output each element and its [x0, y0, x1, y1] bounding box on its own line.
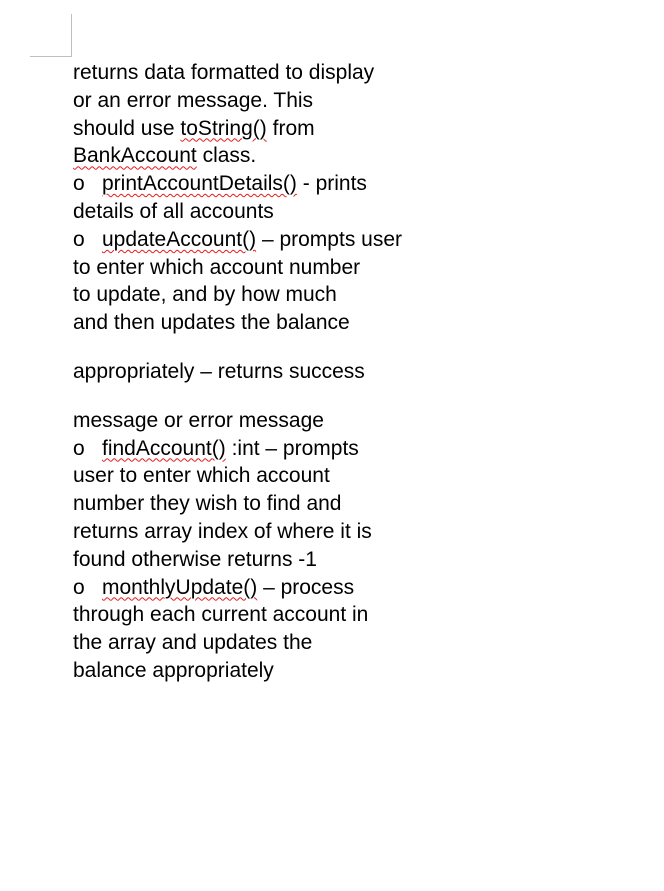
- text-run: through each current account in: [73, 603, 369, 627]
- text-run: should use: [73, 116, 181, 140]
- text-line: [73, 407, 493, 435]
- text-line: [73, 309, 493, 337]
- margin-corner-mark: [30, 14, 72, 57]
- bullet-line: [73, 170, 493, 198]
- text-run: returns data formatted to display: [73, 61, 375, 84]
- text-run: class.: [196, 144, 257, 168]
- text-line: [73, 254, 493, 282]
- text-run: – process: [257, 575, 355, 599]
- text-line: [73, 198, 493, 226]
- bullet-marker: o: [73, 172, 85, 196]
- text-run: from: [266, 116, 315, 140]
- paragraph-gap: [73, 386, 493, 407]
- text-line: [73, 546, 493, 574]
- text-line: [73, 87, 493, 115]
- text-run: message or error message: [73, 408, 324, 432]
- text-run: :int – prompts: [225, 436, 359, 460]
- text-line: [73, 281, 493, 309]
- text-run: appropriately – returns success: [73, 359, 365, 383]
- text-run: – prompts user: [256, 227, 403, 251]
- text-run: found otherwise returns -1: [73, 547, 317, 571]
- bullet-marker: o: [73, 227, 85, 251]
- text-line: [73, 358, 493, 386]
- misspelled-word[interactable]: printAccountDetails(): [102, 172, 297, 196]
- bullet-line: [73, 435, 493, 463]
- text-run: to update, and by how much: [73, 283, 337, 307]
- text-line: [73, 518, 493, 546]
- text-run: number they wish to find and: [73, 492, 342, 516]
- misspelled-word[interactable]: findAccount(): [102, 436, 226, 460]
- text-run: and then updates the balance: [73, 311, 350, 335]
- text-run: or an error message. This: [73, 88, 314, 112]
- text-run: balance appropriately: [73, 658, 274, 682]
- text-run: - prints: [296, 172, 367, 196]
- text-run: details of all accounts: [73, 199, 274, 223]
- bullet-marker: o: [73, 436, 85, 460]
- text-run: the array and updates the: [73, 631, 313, 655]
- text-line: [73, 657, 493, 685]
- text-line: [73, 601, 493, 629]
- misspelled-word[interactable]: updateAccount(): [102, 227, 257, 251]
- misspelled-word[interactable]: monthlyUpdate(): [102, 575, 258, 599]
- bullet-line: [73, 574, 493, 602]
- text-run: returns array index of where it is: [73, 519, 372, 543]
- text-line: [73, 490, 493, 518]
- paragraph-gap: [73, 337, 493, 358]
- text-line: [73, 462, 493, 490]
- text-line: [73, 115, 493, 143]
- text-run: user to enter which account: [73, 464, 330, 488]
- bullet-marker: o: [73, 575, 85, 599]
- text-line: [73, 142, 493, 170]
- text-line: [73, 629, 493, 657]
- text-run: to enter which account number: [73, 255, 361, 279]
- document-body[interactable]: [73, 59, 493, 685]
- text-line: [73, 59, 493, 87]
- bullet-line: [73, 226, 493, 254]
- misspelled-word[interactable]: BankAccount: [73, 144, 197, 168]
- misspelled-word[interactable]: toString(): [180, 116, 267, 140]
